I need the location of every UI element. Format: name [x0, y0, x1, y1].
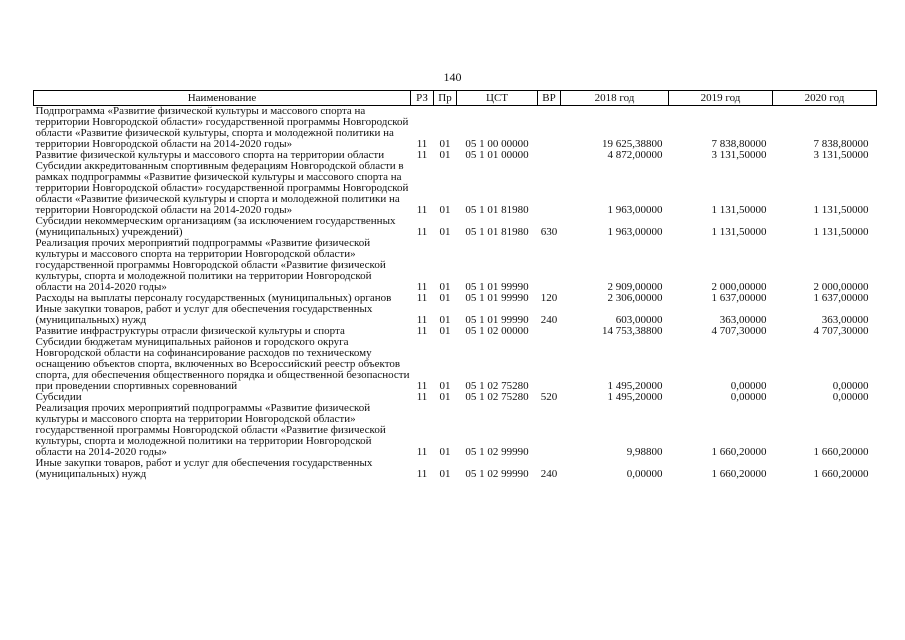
cell-amount-2020: 1 637,00000 — [813, 292, 869, 304]
cell-name: Субсидии аккредитованным спортивным федерациям Новгородской области в рамках подпрограммы «Развитие физической культуры и массового спорта на территории Новгородской области» государственной программы Новгородской области «Развитие физической культуры и спорта и молодежной политики на территории Новгородской области на 2014-2020 годы» — [35, 160, 409, 216]
page-number: 140 — [443, 70, 462, 84]
table-row — [34, 403, 877, 458]
cell-vr: 630 — [540, 226, 558, 238]
cell-vr: 520 — [540, 391, 558, 403]
cell-pr: 01 — [439, 149, 451, 161]
cell-cst: 05 1 01 99990 — [465, 314, 529, 326]
cell-vr — [538, 337, 561, 392]
cell-vr — [538, 326, 561, 337]
cell-amount-2019: 1 637,00000 — [711, 292, 767, 304]
cell-vr — [538, 403, 561, 458]
cell-amount-2018: 2 306,00000 — [607, 292, 663, 304]
cell-vr: 240 — [540, 314, 558, 326]
header-pr: Пр — [434, 91, 457, 106]
cell-pr: 01 — [439, 226, 451, 238]
table-row — [34, 106, 877, 151]
table-row — [34, 304, 877, 326]
cell-amount-2019: 0,00000 — [730, 380, 767, 392]
cell-amount-2018: 603,00000 — [615, 314, 663, 326]
cell-rz: 11 — [416, 380, 428, 392]
cell-amount-2019: 363,00000 — [719, 314, 767, 326]
header-2018: 2018 год — [561, 91, 669, 106]
cell-amount-2020: 2 000,00000 — [813, 281, 869, 293]
cell-pr: 01 — [439, 204, 451, 216]
cell-vr — [538, 106, 561, 151]
cell-pr: 01 — [439, 468, 451, 480]
cell-amount-2019: 1 131,50000 — [711, 226, 767, 238]
cell-vr — [538, 161, 561, 216]
cell-name: Иные закупки товаров, работ и услуг для обеспечения государственных (муниципальных) нужд — [35, 457, 373, 480]
cell-rz: 11 — [416, 325, 428, 337]
cell-rz: 11 — [416, 204, 428, 216]
cell-cst: 05 1 02 00000 — [465, 325, 529, 337]
cell-vr: 120 — [540, 292, 558, 304]
header-cst: ЦСТ — [457, 91, 538, 106]
cell-cst: 05 1 02 75280 — [465, 391, 529, 403]
cell-pr: 01 — [439, 391, 451, 403]
header-name: Наименование — [34, 91, 411, 106]
cell-cst: 05 1 02 99990 — [465, 446, 529, 458]
header-rz: РЗ — [411, 91, 434, 106]
cell-cst: 05 1 01 99990 — [465, 281, 529, 293]
cell-amount-2020: 1 131,50000 — [813, 204, 869, 216]
cell-cst: 05 1 00 00000 — [465, 138, 529, 150]
cell-amount-2020: 1 660,20000 — [813, 468, 869, 480]
cell-amount-2020: 363,00000 — [821, 314, 869, 326]
cell-amount-2020: 0,00000 — [832, 391, 869, 403]
cell-cst: 05 1 02 99990 — [465, 468, 529, 480]
cell-amount-2018: 1 495,20000 — [607, 391, 663, 403]
cell-pr: 01 — [439, 446, 451, 458]
cell-amount-2019: 3 131,50000 — [711, 149, 767, 161]
cell-name: Развитие физической культуры и массового спорта на территории области — [35, 149, 385, 161]
table-row — [34, 458, 877, 480]
cell-amount-2018: 1 495,20000 — [607, 380, 663, 392]
header-2020: 2020 год — [773, 91, 877, 106]
cell-name: Развитие инфраструктуры отрасли физической культуры и спорта — [35, 325, 345, 337]
cell-rz: 11 — [416, 446, 428, 458]
cell-amount-2019: 0,00000 — [730, 391, 767, 403]
cell-amount-2018: 0,00000 — [626, 468, 663, 480]
cell-amount-2020: 3 131,50000 — [813, 149, 869, 161]
cell-cst: 05 1 01 81980 — [465, 226, 529, 238]
cell-pr: 01 — [439, 281, 451, 293]
cell-name: Субсидии — [35, 391, 82, 403]
cell-name: Иные закупки товаров, работ и услуг для обеспечения государственных (муниципальных) нужд — [35, 303, 373, 326]
cell-amount-2020: 1 660,20000 — [813, 446, 869, 458]
cell-vr: 240 — [540, 468, 558, 480]
cell-amount-2018: 14 753,38800 — [602, 325, 663, 337]
cell-rz: 11 — [416, 149, 428, 161]
table-row — [34, 337, 877, 392]
cell-rz: 11 — [416, 314, 428, 326]
cell-amount-2018: 2 909,00000 — [607, 281, 663, 293]
cell-cst: 05 1 02 75280 — [465, 380, 529, 392]
cell-pr: 01 — [439, 138, 451, 150]
cell-amount-2019: 4 707,30000 — [711, 325, 767, 337]
table-row — [34, 238, 877, 293]
cell-cst: 05 1 01 99990 — [465, 292, 529, 304]
cell-vr — [538, 238, 561, 293]
cell-amount-2019: 1 660,20000 — [711, 468, 767, 480]
cell-cst: 05 1 01 81980 — [465, 204, 529, 216]
budget-table — [33, 90, 877, 480]
cell-amount-2019: 1 131,50000 — [711, 204, 767, 216]
table-header-row — [34, 91, 877, 106]
cell-rz: 11 — [416, 226, 428, 238]
cell-pr: 01 — [439, 292, 451, 304]
cell-name: Субсидии некоммерческим организациям (за исключением государственных (муниципальных) учреждений) — [35, 215, 396, 238]
cell-rz: 11 — [416, 281, 428, 293]
cell-pr: 01 — [439, 314, 451, 326]
cell-amount-2018: 9,98800 — [626, 446, 663, 458]
cell-amount-2019: 2 000,00000 — [711, 281, 767, 293]
cell-rz: 11 — [416, 292, 428, 304]
cell-vr — [538, 150, 561, 161]
cell-name: Подпрограмма «Развитие физической культуры и массового спорта на территории Новгородской области» государственной программы Новгородской области «Развитие физической культуры, спорта и молодежной политики на территории Новгородской области на 2014-2020 годы» — [35, 105, 409, 150]
cell-pr: 01 — [439, 380, 451, 392]
cell-pr: 01 — [439, 325, 451, 337]
cell-amount-2019: 7 838,80000 — [711, 138, 767, 150]
cell-amount-2018: 1 963,00000 — [607, 226, 663, 238]
header-vr: ВР — [538, 91, 561, 106]
cell-amount-2020: 0,00000 — [832, 380, 869, 392]
cell-rz: 11 — [416, 468, 428, 480]
cell-cst: 05 1 01 00000 — [465, 149, 529, 161]
cell-name: Субсидии бюджетам муниципальных районов и городского округа Новгородской области на софинансирование расходов по техническому оснащению объектов спорта, включенных во Всероссийский реестр объектов спорта, для обеспечения общественного порядка и общественной безопасности при проведении спортивных соревнований — [35, 336, 410, 392]
cell-name: Реализация прочих мероприятий подпрограммы «Развитие физической культуры и массового спорта на территории Новгородской области» государственной программы Новгородской области «Развитие физической культуры, спорта и молодежной политики на территории Новгородской области на 2014-2020 годы» — [35, 237, 386, 293]
header-2019: 2019 год — [669, 91, 773, 106]
cell-rz: 11 — [416, 138, 428, 150]
cell-amount-2020: 1 131,50000 — [813, 226, 869, 238]
cell-rz: 11 — [416, 391, 428, 403]
cell-amount-2018: 4 872,00000 — [607, 149, 663, 161]
cell-name: Реализация прочих мероприятий подпрограммы «Развитие физической культуры и массового спорта на территории Новгородской области» государственной программы Новгородской области «Развитие физической культуры, спорта и молодежной политики на территории Новгородской области на 2014-2020 годы» — [35, 402, 386, 458]
cell-amount-2018: 1 963,00000 — [607, 204, 663, 216]
cell-amount-2020: 4 707,30000 — [813, 325, 869, 337]
cell-amount-2019: 1 660,20000 — [711, 446, 767, 458]
cell-name: Расходы на выплаты персоналу государственных (муниципальных) органов — [35, 292, 392, 304]
table-row — [34, 161, 877, 216]
cell-amount-2020: 7 838,80000 — [813, 138, 869, 150]
cell-amount-2018: 19 625,38800 — [602, 138, 663, 150]
table-row — [34, 216, 877, 238]
